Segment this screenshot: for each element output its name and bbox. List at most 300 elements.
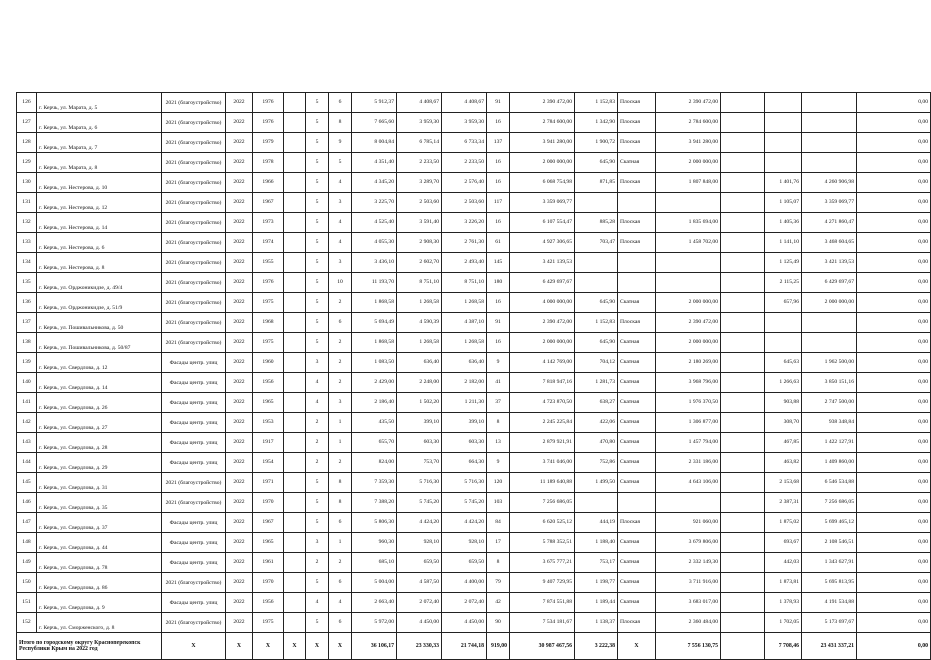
total-cell-total-area: 36 106,17 bbox=[352, 633, 397, 660]
cell-wall-material bbox=[284, 393, 306, 413]
cell-row-number: 149 bbox=[17, 553, 37, 573]
cell-work-type: Фасады центр. улиц bbox=[162, 553, 226, 573]
cell-residents: 117 bbox=[487, 193, 510, 213]
cell-residential-area: 399,10 bbox=[442, 413, 487, 433]
cell-address: г. Керчь, ул. Нестерова, д. 12 bbox=[37, 193, 162, 213]
cell-total-area: 1 868,58 bbox=[352, 293, 397, 313]
cell-facade-area: 1 378,93 bbox=[765, 593, 802, 613]
cell-living-area: 2 248,00 bbox=[397, 373, 442, 393]
cell-facade-area bbox=[765, 133, 802, 153]
cell-row-number: 138 bbox=[17, 333, 37, 353]
cell-year-built: 1965 bbox=[253, 533, 284, 553]
cell-extra-cost bbox=[721, 433, 765, 453]
cell-living-area: 3 591,40 bbox=[397, 213, 442, 233]
cell-total-cost: 4 723 870,50 bbox=[510, 393, 575, 413]
cell-cost-per-sqm: 444,19 bbox=[575, 513, 618, 533]
cell-address: г. Керчь, ул. Марата, д. 6 bbox=[37, 113, 162, 133]
cell-remaining-cost: 0,00 bbox=[857, 293, 931, 313]
cell-extra-cost bbox=[721, 513, 765, 533]
total-cell-remaining-cost: 0,00 bbox=[857, 633, 931, 660]
cell-residential-area: 2 576,40 bbox=[442, 173, 487, 193]
cell-row-number: 131 bbox=[17, 193, 37, 213]
cell-total-area: 1 083,50 bbox=[352, 353, 397, 373]
cell-extra-cost bbox=[721, 553, 765, 573]
cell-roof-type: Скатная bbox=[618, 593, 656, 613]
cell-address: г. Керчь, ул. Орджоникидзе, д. 51/9 bbox=[37, 293, 162, 313]
cell-row-number: 152 bbox=[17, 613, 37, 633]
cell-facade-area: 1 105,07 bbox=[765, 193, 802, 213]
table-row bbox=[17, 233, 931, 253]
cell-floors: 5 bbox=[306, 473, 329, 493]
cell-facade-cost: 6 429 697,67 bbox=[802, 273, 857, 293]
cell-residents: 8 bbox=[487, 553, 510, 573]
cell-residential-area: 3 959,30 bbox=[442, 113, 487, 133]
cell-year-built: 1975 bbox=[253, 293, 284, 313]
cell-total-area: 5 912,37 bbox=[352, 93, 397, 113]
cell-wall-material bbox=[284, 373, 306, 393]
cell-remaining-cost: 0,00 bbox=[857, 453, 931, 473]
cell-total-cost: 4 000 000,00 bbox=[510, 293, 575, 313]
cell-facade-cost: 2 000 000,00 bbox=[802, 293, 857, 313]
cell-residential-area: 5 716,30 bbox=[442, 473, 487, 493]
cell-residential-area: 928,10 bbox=[442, 533, 487, 553]
cell-roof-cost: 4 643 106,00 bbox=[656, 473, 721, 493]
cell-year-planned: 2022 bbox=[226, 393, 253, 413]
table-row bbox=[17, 373, 931, 393]
cell-year-built: 1974 bbox=[253, 233, 284, 253]
cell-year-planned: 2022 bbox=[226, 513, 253, 533]
cell-facade-area: 463,82 bbox=[765, 453, 802, 473]
cell-facade-cost: 2 747 500,00 bbox=[802, 393, 857, 413]
cell-roof-cost: 2 000 000,00 bbox=[656, 153, 721, 173]
table-row bbox=[17, 253, 931, 273]
cell-entrances: 6 bbox=[329, 93, 352, 113]
cell-living-area: 4 587,50 bbox=[397, 573, 442, 593]
cell-roof-cost: 1 306 877,00 bbox=[656, 413, 721, 433]
cell-extra-cost bbox=[721, 373, 765, 393]
cell-total-area: 5 972,00 bbox=[352, 613, 397, 633]
table-row bbox=[17, 573, 931, 593]
cell-total-area: 2 186,40 bbox=[352, 393, 397, 413]
cell-residential-area: 1 211,30 bbox=[442, 393, 487, 413]
cell-residential-area: 664,30 bbox=[442, 453, 487, 473]
cell-year-built: 1970 bbox=[253, 573, 284, 593]
cell-work-type: 2021 (благоустройство) bbox=[162, 153, 226, 173]
cell-remaining-cost: 0,00 bbox=[857, 213, 931, 233]
table-row bbox=[17, 393, 931, 413]
cell-roof-cost: 1 976 370,50 bbox=[656, 393, 721, 413]
cell-living-area: 1 268,58 bbox=[397, 293, 442, 313]
cell-entrances: 4 bbox=[329, 173, 352, 193]
cell-facade-cost: 7 256 686,05 bbox=[802, 493, 857, 513]
cell-year-planned: 2022 bbox=[226, 153, 253, 173]
cell-roof-type: Скатная bbox=[618, 453, 656, 473]
cell-residential-area: 1 268,58 bbox=[442, 293, 487, 313]
table-row bbox=[17, 473, 931, 493]
cell-roof-type: Скатная bbox=[618, 373, 656, 393]
cell-wall-material bbox=[284, 273, 306, 293]
cell-total-cost: 6 107 554,47 bbox=[510, 213, 575, 233]
total-cell-living-area: 23 330,33 bbox=[397, 633, 442, 660]
cell-extra-cost bbox=[721, 193, 765, 213]
cell-address: г. Керчь, ул. Свердлова, д. 78 bbox=[37, 553, 162, 573]
cell-roof-cost: 2 331 186,00 bbox=[656, 453, 721, 473]
cell-entrances: 6 bbox=[329, 573, 352, 593]
cell-year-built: 1970 bbox=[253, 493, 284, 513]
cell-entrances: 5 bbox=[329, 153, 352, 173]
cell-year-built: 1960 bbox=[253, 353, 284, 373]
cell-total-area: 5 806,30 bbox=[352, 513, 397, 533]
cell-address: г. Керчь, ул. Свердлова, д. 37 bbox=[37, 513, 162, 533]
cell-row-number: 127 bbox=[17, 113, 37, 133]
cell-extra-cost bbox=[721, 333, 765, 353]
cell-roof-cost: 2 360 484,00 bbox=[656, 613, 721, 633]
cell-remaining-cost: 0,00 bbox=[857, 493, 931, 513]
cell-year-built: 1961 bbox=[253, 553, 284, 573]
cell-residential-area: 3 226,20 bbox=[442, 213, 487, 233]
cell-row-number: 139 bbox=[17, 353, 37, 373]
cell-roof-type: Плоская bbox=[618, 613, 656, 633]
cell-facade-area: 693,67 bbox=[765, 533, 802, 553]
cell-total-cost: 6 620 525,12 bbox=[510, 513, 575, 533]
cell-remaining-cost: 0,00 bbox=[857, 553, 931, 573]
cell-year-built: 1955 bbox=[253, 253, 284, 273]
cell-address: г. Керчь, ул. Свердлова, д. 26 bbox=[37, 393, 162, 413]
total-cell-residents: 919,00 bbox=[487, 633, 510, 660]
cell-remaining-cost: 0,00 bbox=[857, 473, 931, 493]
cell-wall-material bbox=[284, 253, 306, 273]
cell-cost-per-sqm: 1 198,77 bbox=[575, 573, 618, 593]
cell-row-number: 136 bbox=[17, 293, 37, 313]
cell-roof-type: Скатная bbox=[618, 553, 656, 573]
total-cell-work-type: X bbox=[162, 633, 226, 660]
cell-residential-area: 2 761,30 bbox=[442, 233, 487, 253]
total-cell-floors: X bbox=[306, 633, 329, 660]
total-cell-year-built: X bbox=[253, 633, 284, 660]
cell-work-type: Фасады центр. улиц bbox=[162, 513, 226, 533]
cell-address: г. Керчь, ул. Нестерова, д. 6 bbox=[37, 233, 162, 253]
cell-facade-area: 1 125,49 bbox=[765, 253, 802, 273]
cell-address: г. Керчь, ул. Свердлова, д. 14 bbox=[37, 373, 162, 393]
cell-roof-cost: 2 390 472,00 bbox=[656, 93, 721, 113]
cell-residential-area: 4 424,20 bbox=[442, 513, 487, 533]
table-body bbox=[17, 93, 931, 660]
cell-year-planned: 2022 bbox=[226, 533, 253, 553]
cell-extra-cost bbox=[721, 533, 765, 553]
cell-work-type: 2021 (благоустройство) bbox=[162, 173, 226, 193]
cell-roof-type: Плоская bbox=[618, 173, 656, 193]
cell-cost-per-sqm bbox=[575, 493, 618, 513]
cell-remaining-cost: 0,00 bbox=[857, 173, 931, 193]
cell-year-built: 1979 bbox=[253, 133, 284, 153]
table-row bbox=[17, 213, 931, 233]
cell-cost-per-sqm: 1 152,83 bbox=[575, 313, 618, 333]
cell-floors: 5 bbox=[306, 93, 329, 113]
cell-facade-cost bbox=[802, 153, 857, 173]
cell-year-built: 1953 bbox=[253, 413, 284, 433]
cell-remaining-cost: 0,00 bbox=[857, 313, 931, 333]
cell-extra-cost bbox=[721, 393, 765, 413]
cell-wall-material bbox=[284, 573, 306, 593]
cell-residents: 91 bbox=[487, 313, 510, 333]
cell-roof-type: Скатная bbox=[618, 433, 656, 453]
cell-wall-material bbox=[284, 93, 306, 113]
cell-facade-area: 645,63 bbox=[765, 353, 802, 373]
cell-facade-cost: 1 343 627,91 bbox=[802, 553, 857, 573]
cell-residential-area: 2 182,00 bbox=[442, 373, 487, 393]
cell-extra-cost bbox=[721, 413, 765, 433]
cell-facade-area: 2 387,31 bbox=[765, 493, 802, 513]
table-row bbox=[17, 273, 931, 293]
cell-extra-cost bbox=[721, 133, 765, 153]
cell-address: г. Керчь, ул. Свердлова, д. 28 bbox=[37, 433, 162, 453]
cell-roof-cost: 2 000 000,00 bbox=[656, 293, 721, 313]
cell-roof-cost: 2 000 000,00 bbox=[656, 333, 721, 353]
cell-cost-per-sqm: 871,85 bbox=[575, 173, 618, 193]
cell-year-built: 1975 bbox=[253, 333, 284, 353]
cell-work-type: 2021 (благоустройство) bbox=[162, 493, 226, 513]
cell-roof-cost: 1 835 694,00 bbox=[656, 213, 721, 233]
table-row bbox=[17, 493, 931, 513]
cell-entrances: 2 bbox=[329, 353, 352, 373]
cell-work-type: Фасады центр. улиц bbox=[162, 353, 226, 373]
cell-entrances: 2 bbox=[329, 553, 352, 573]
cell-residents: 13 bbox=[487, 433, 510, 453]
cell-residents: 41 bbox=[487, 373, 510, 393]
cell-year-built: 1966 bbox=[253, 173, 284, 193]
cell-facade-area: 1 702,05 bbox=[765, 613, 802, 633]
cell-living-area: 636,40 bbox=[397, 353, 442, 373]
cell-facade-cost: 5 695 813,95 bbox=[802, 573, 857, 593]
cell-total-cost: 7 818 947,16 bbox=[510, 373, 575, 393]
total-cell-extra-cost bbox=[721, 633, 765, 660]
cell-entrances: 2 bbox=[329, 333, 352, 353]
cell-remaining-cost: 0,00 bbox=[857, 533, 931, 553]
cell-total-cost: 3 741 046,00 bbox=[510, 453, 575, 473]
cell-address: г. Керчь, ул. Свердлова, д. 35 bbox=[37, 493, 162, 513]
cell-floors: 5 bbox=[306, 573, 329, 593]
cell-year-built: 1954 bbox=[253, 453, 284, 473]
cell-extra-cost bbox=[721, 593, 765, 613]
cell-work-type: Фасады центр. улиц bbox=[162, 593, 226, 613]
cell-total-cost: 7 874 551,88 bbox=[510, 593, 575, 613]
cell-address: г. Керчь, ул. Свердлова, д. 27 bbox=[37, 413, 162, 433]
cell-facade-area bbox=[765, 93, 802, 113]
cell-facade-cost: 1 422 127,91 bbox=[802, 433, 857, 453]
cell-work-type: Фасады центр. улиц bbox=[162, 413, 226, 433]
cell-roof-type bbox=[618, 253, 656, 273]
cell-roof-type: Скатная bbox=[618, 573, 656, 593]
cell-facade-area: 308,70 bbox=[765, 413, 802, 433]
cell-year-built: 1967 bbox=[253, 513, 284, 533]
cell-cost-per-sqm bbox=[575, 273, 618, 293]
cell-living-area: 4 590,39 bbox=[397, 313, 442, 333]
cell-address: г. Керчь, ул. Пошивальникова, д. 50/87 bbox=[37, 333, 162, 353]
cell-floors: 4 bbox=[306, 593, 329, 613]
cell-work-type: Фасады центр. улиц bbox=[162, 373, 226, 393]
cell-entrances: 1 bbox=[329, 533, 352, 553]
cell-total-area: 8 004,84 bbox=[352, 133, 397, 153]
cell-residential-area: 1 268,58 bbox=[442, 333, 487, 353]
cell-total-area: 2 663,40 bbox=[352, 593, 397, 613]
cell-year-planned: 2022 bbox=[226, 213, 253, 233]
cell-facade-cost: 3 421 139,53 bbox=[802, 253, 857, 273]
cell-row-number: 133 bbox=[17, 233, 37, 253]
cell-residential-area: 8 751,10 bbox=[442, 273, 487, 293]
cell-residential-area: 2 503,60 bbox=[442, 193, 487, 213]
cell-floors: 5 bbox=[306, 113, 329, 133]
cell-total-cost: 4 927 306,65 bbox=[510, 233, 575, 253]
cell-year-planned: 2022 bbox=[226, 493, 253, 513]
cell-address: г. Керчь, ул. Нестерова, д. 10 bbox=[37, 173, 162, 193]
cell-roof-type bbox=[618, 493, 656, 513]
total-cell-entrances: X bbox=[329, 633, 352, 660]
cell-living-area: 4 450,00 bbox=[397, 613, 442, 633]
cell-facade-area: 1 401,76 bbox=[765, 173, 802, 193]
cell-cost-per-sqm: 422,06 bbox=[575, 413, 618, 433]
cell-floors: 5 bbox=[306, 153, 329, 173]
cell-residents: 42 bbox=[487, 593, 510, 613]
cell-wall-material bbox=[284, 593, 306, 613]
cell-total-cost: 3 421 139,53 bbox=[510, 253, 575, 273]
cell-facade-area: 1 405,36 bbox=[765, 213, 802, 233]
cell-residential-area: 4 387,10 bbox=[442, 313, 487, 333]
cell-row-number: 130 bbox=[17, 173, 37, 193]
total-label: Итого по городскому округу Красноперекопск Республики Крым на 2022 год bbox=[17, 633, 162, 660]
table-row bbox=[17, 193, 931, 213]
cell-facade-cost: 1 962 500,00 bbox=[802, 353, 857, 373]
cell-year-built: 1973 bbox=[253, 213, 284, 233]
cell-extra-cost bbox=[721, 473, 765, 493]
cell-floors: 5 bbox=[306, 193, 329, 213]
cell-year-planned: 2022 bbox=[226, 173, 253, 193]
cell-total-area: 4 055,30 bbox=[352, 233, 397, 253]
cell-extra-cost bbox=[721, 353, 765, 373]
cell-address: г. Керчь, ул. Свердлова, д. 12 bbox=[37, 353, 162, 373]
cell-cost-per-sqm: 470,80 bbox=[575, 433, 618, 453]
cell-address: г. Керчь, ул. Свердлова, д. 9 bbox=[37, 593, 162, 613]
cell-wall-material bbox=[284, 153, 306, 173]
cell-floors: 5 bbox=[306, 233, 329, 253]
cell-entrances: 2 bbox=[329, 453, 352, 473]
cell-year-planned: 2022 bbox=[226, 253, 253, 273]
cell-year-planned: 2022 bbox=[226, 373, 253, 393]
cell-wall-material bbox=[284, 533, 306, 553]
cell-floors: 3 bbox=[306, 353, 329, 373]
cell-wall-material bbox=[284, 113, 306, 133]
cell-total-cost: 9 407 729,95 bbox=[510, 573, 575, 593]
cell-remaining-cost: 0,00 bbox=[857, 413, 931, 433]
cell-cost-per-sqm: 1 281,73 bbox=[575, 373, 618, 393]
cell-entrances: 8 bbox=[329, 473, 352, 493]
cell-entrances: 1 bbox=[329, 433, 352, 453]
cell-total-area: 960,30 bbox=[352, 533, 397, 553]
table-row bbox=[17, 173, 931, 193]
cell-living-area: 6 785,14 bbox=[397, 133, 442, 153]
cell-address: г. Керчь, ул. Свердлова, д. 86 bbox=[37, 573, 162, 593]
cell-roof-type: Скатная bbox=[618, 473, 656, 493]
cell-extra-cost bbox=[721, 173, 765, 193]
table-row bbox=[17, 113, 931, 133]
table-row bbox=[17, 333, 931, 353]
cell-work-type: Фасады центр. улиц bbox=[162, 433, 226, 453]
cell-floors: 3 bbox=[306, 533, 329, 553]
cell-entrances: 1 bbox=[329, 413, 352, 433]
cell-cost-per-sqm bbox=[575, 193, 618, 213]
cell-living-area: 2 503,60 bbox=[397, 193, 442, 213]
cell-extra-cost bbox=[721, 113, 765, 133]
cell-facade-cost: 938 348,84 bbox=[802, 413, 857, 433]
cell-roof-type: Скатная bbox=[618, 153, 656, 173]
cell-work-type: Фасады центр. улиц bbox=[162, 533, 226, 553]
cell-extra-cost bbox=[721, 233, 765, 253]
cell-residents: 16 bbox=[487, 173, 510, 193]
cell-roof-type bbox=[618, 193, 656, 213]
table-row bbox=[17, 453, 931, 473]
cell-remaining-cost: 0,00 bbox=[857, 433, 931, 453]
cell-roof-type: Плоская bbox=[618, 213, 656, 233]
cell-roof-type: Скатная bbox=[618, 413, 656, 433]
cell-total-cost: 5 788 352,51 bbox=[510, 533, 575, 553]
cell-facade-cost: 3 468 604,65 bbox=[802, 233, 857, 253]
cell-residents: 180 bbox=[487, 273, 510, 293]
cell-residential-area: 4 400,00 bbox=[442, 573, 487, 593]
cell-remaining-cost: 0,00 bbox=[857, 353, 931, 373]
cell-year-planned: 2022 bbox=[226, 453, 253, 473]
cell-facade-area: 1 875,02 bbox=[765, 513, 802, 533]
cell-living-area: 2 602,70 bbox=[397, 253, 442, 273]
cell-roof-cost bbox=[656, 253, 721, 273]
cell-living-area: 4 424,20 bbox=[397, 513, 442, 533]
cell-work-type: 2021 (благоустройство) bbox=[162, 613, 226, 633]
cell-residents: 103 bbox=[487, 493, 510, 513]
cell-address: г. Керчь, ул. Марата, д. 5 bbox=[37, 93, 162, 113]
cell-wall-material bbox=[284, 193, 306, 213]
table-row bbox=[17, 413, 931, 433]
cell-floors: 4 bbox=[306, 373, 329, 393]
cell-facade-area: 467,85 bbox=[765, 433, 802, 453]
cell-entrances: 6 bbox=[329, 513, 352, 533]
cell-year-built: 1917 bbox=[253, 433, 284, 453]
cell-extra-cost bbox=[721, 613, 765, 633]
cell-roof-type: Скатная bbox=[618, 353, 656, 373]
cell-address: г. Керчь, ул. Нестерова, д. 14 bbox=[37, 213, 162, 233]
cell-year-planned: 2022 bbox=[226, 193, 253, 213]
cell-wall-material bbox=[284, 413, 306, 433]
cell-work-type: 2021 (благоустройство) bbox=[162, 473, 226, 493]
cell-residents: 8 bbox=[487, 413, 510, 433]
cell-remaining-cost: 0,00 bbox=[857, 113, 931, 133]
cell-facade-cost: 1 409 860,00 bbox=[802, 453, 857, 473]
cell-extra-cost bbox=[721, 453, 765, 473]
table-row bbox=[17, 613, 931, 633]
cell-row-number: 128 bbox=[17, 133, 37, 153]
cell-roof-cost bbox=[656, 193, 721, 213]
cell-address: г. Керчь, ул. Марата, д. 8 bbox=[37, 153, 162, 173]
cell-roof-type: Плоская bbox=[618, 113, 656, 133]
cell-extra-cost bbox=[721, 253, 765, 273]
cell-row-number: 144 bbox=[17, 453, 37, 473]
cell-work-type: Фасады центр. улиц bbox=[162, 453, 226, 473]
cell-year-planned: 2022 bbox=[226, 413, 253, 433]
cell-roof-cost: 3 679 806,00 bbox=[656, 533, 721, 553]
cell-residents: 90 bbox=[487, 613, 510, 633]
cell-floors: 2 bbox=[306, 433, 329, 453]
cell-living-area: 603,30 bbox=[397, 433, 442, 453]
cell-entrances: 6 bbox=[329, 613, 352, 633]
cell-cost-per-sqm: 1 138,37 bbox=[575, 613, 618, 633]
cell-living-area: 753,70 bbox=[397, 453, 442, 473]
